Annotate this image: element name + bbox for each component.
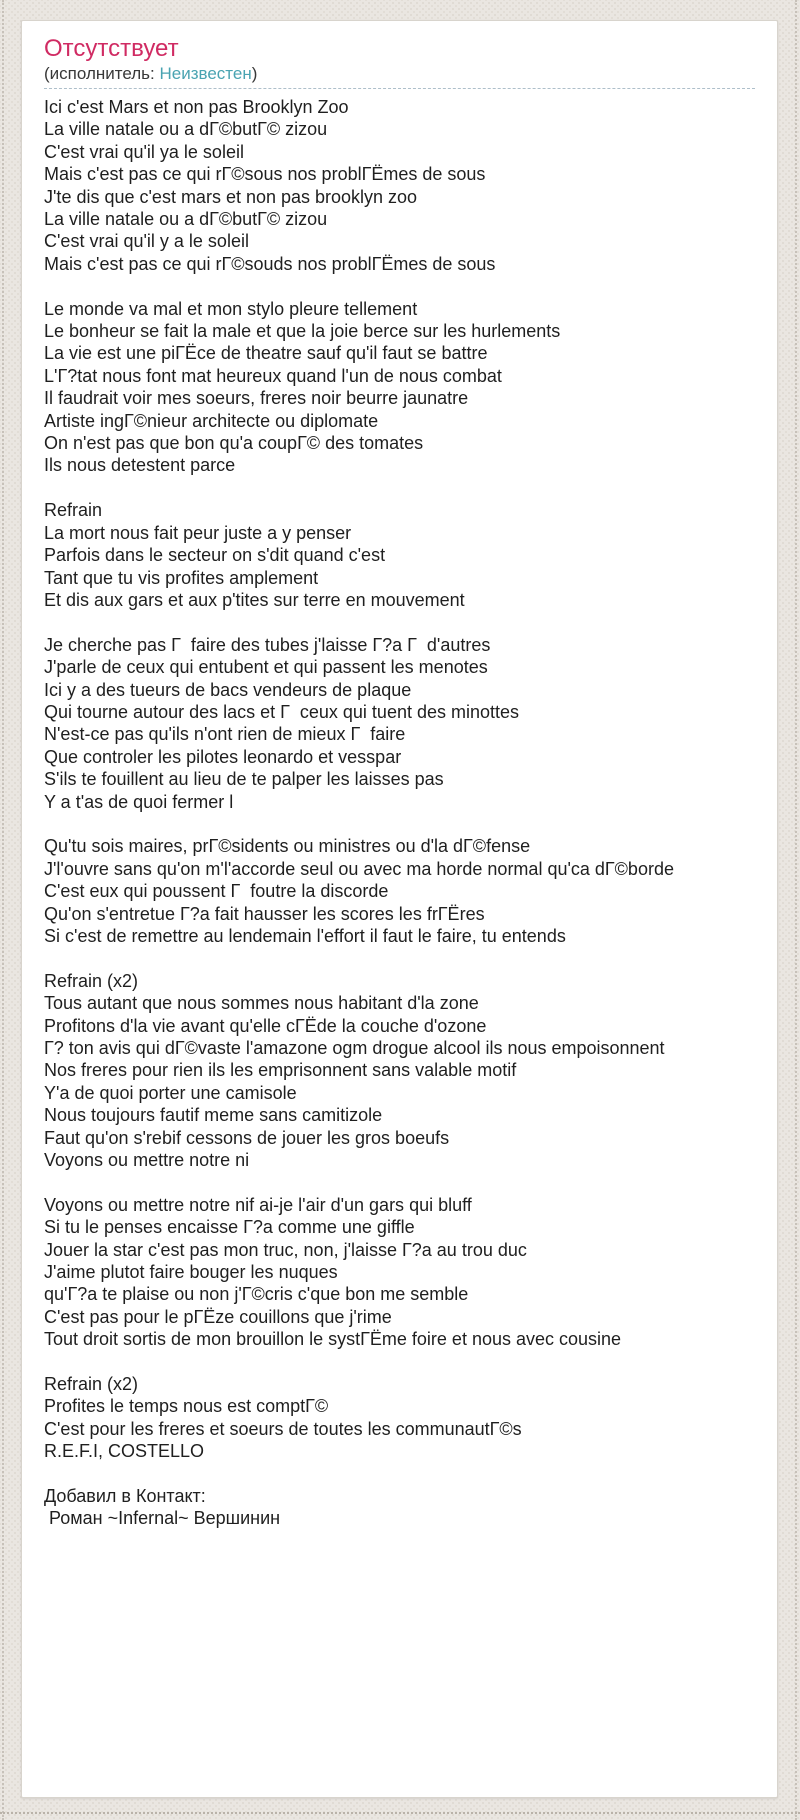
lyric-line: Refrain (x2) xyxy=(44,970,139,991)
lyric-line: Ils nous detestent parce xyxy=(44,455,236,476)
song-subtitle xyxy=(44,65,755,89)
artist-label-prefix: (исполнитель: xyxy=(44,64,160,83)
page-bottom-dotted-border xyxy=(0,1812,800,1814)
song-header xyxy=(44,35,755,89)
lyric-line: Le bonheur se fait la male et que la joie berce sur les hurlements xyxy=(44,321,561,342)
lyric-line: C'est vrai qu'il ya le soleil xyxy=(44,141,244,162)
lyric-line: Voyons ou mettre notre nif ai-je l'air d'un gars qui bluff xyxy=(44,1194,472,1215)
lyric-line: J'aime plutot faire bouger les nuques xyxy=(44,1262,338,1283)
lyric-line: Profitons d'la vie avant qu'elle cГЁde la couche d'ozone xyxy=(44,1015,487,1036)
lyric-line: Artiste ingГ©nieur architecte ou diplomate xyxy=(44,410,379,431)
lyric-line: Qui tourne autour des lacs et Г ceux qui tuent des minottes xyxy=(44,701,520,722)
lyric-line xyxy=(44,813,755,835)
page-left-dotted-border xyxy=(2,0,4,1820)
lyric-line: C'est eux qui poussent Г foutre la discorde xyxy=(44,881,389,902)
lyric-line: Refrain (x2) xyxy=(44,1374,139,1395)
lyric-line: Nous toujours fautif meme sans camitizole xyxy=(44,1105,383,1126)
lyric-line xyxy=(44,275,755,297)
artist-link[interactable]: Неизвестен xyxy=(159,64,252,83)
artist-label-suffix: ) xyxy=(251,64,258,83)
lyric-line: Mais c'est pas ce qui rГ©souds nos problГЁmes de sous xyxy=(44,253,496,274)
lyric-line: Ici y a des tueurs de bacs vendeurs de plaque xyxy=(44,679,412,700)
page-right-dotted-border xyxy=(795,0,797,1820)
added-by-block xyxy=(44,1485,755,1530)
lyric-line xyxy=(44,1171,755,1193)
lyric-line: Y a t'as de quoi fermer l xyxy=(44,791,234,812)
lyric-line: La vie est une piГЁce de theatre sauf qu'il faut se battre xyxy=(44,343,488,364)
added-by-label: Добавил в Контакт: xyxy=(44,1486,206,1507)
song-title: Отсутствует xyxy=(44,35,179,62)
lyric-line: Tous autant que nous sommes nous habitant d'la zone xyxy=(44,993,479,1014)
lyric-line: Faut qu'on s'rebif cessons de jouer les gros boeufs xyxy=(44,1127,450,1148)
lyrics-card xyxy=(21,20,778,1798)
lyric-line xyxy=(44,611,755,633)
lyric-line: Nos freres pour rien ils les emprisonnent sans valable motif xyxy=(44,1060,517,1081)
added-by-user: Роман ~Infernal~ Вершинин xyxy=(44,1508,281,1529)
lyric-line: Si c'est de remettre au lendemain l'effort il faut le faire, tu entends xyxy=(44,925,566,946)
lyric-line: La ville natale ou a dГ©butГ© zizou xyxy=(44,119,328,140)
lyric-line: La ville natale ou a dГ©butГ© zizou xyxy=(44,209,328,230)
lyric-line: Je cherche pas Г faire des tubes j'laisse Г?a Г d'autres xyxy=(44,634,491,655)
lyric-line: Tout droit sortis de mon brouillon le systГЁme foire et nous avec cousine xyxy=(44,1329,622,1350)
lyrics-text xyxy=(44,96,755,1463)
lyric-line xyxy=(44,1351,755,1373)
lyric-line: Tant que tu vis profites amplement xyxy=(44,567,319,588)
lyric-line: C'est pour les freres et soeurs de toutes les communautГ©s xyxy=(44,1418,522,1439)
lyric-line: Qu'tu sois maires, prГ©sidents ou ministres ou d'la dГ©fense xyxy=(44,836,531,857)
lyric-line: Mais c'est pas ce qui rГ©sous nos problГЁmes de sous xyxy=(44,164,486,185)
lyric-line: Le monde va mal et mon stylo pleure tellement xyxy=(44,298,418,319)
lyric-line: N'est-ce pas qu'ils n'ont rien de mieux Г faire xyxy=(44,724,406,745)
lyric-line: Qu'on s'entretue Г?a fait hausser les scores les frГЁres xyxy=(44,903,485,924)
lyric-line: La mort nous fait peur juste a y penser xyxy=(44,522,352,543)
lyric-line xyxy=(44,477,755,499)
lyric-line: J'te dis que c'est mars et non pas brooklyn zoo xyxy=(44,186,418,207)
lyric-line: Il faudrait voir mes soeurs, freres noir beurre jaunatre xyxy=(44,388,469,409)
lyric-line: Et dis aux gars et aux p'tites sur terre en mouvement xyxy=(44,589,465,610)
lyric-line: Y'a de quoi porter une camisole xyxy=(44,1082,297,1103)
lyric-line: Ici c'est Mars et non pas Brooklyn Zoo xyxy=(44,97,349,117)
lyric-line: Si tu le penses encaisse Г?a comme une giffle xyxy=(44,1217,415,1238)
lyric-line: qu'Г?a te plaise ou non j'Г©cris c'que bon me semble xyxy=(44,1284,469,1305)
lyric-line: Г? ton avis qui dГ©vaste l'amazone ogm drogue alcool ils nous empoisonnent xyxy=(44,1037,665,1058)
lyric-line: C'est vrai qu'il y a le soleil xyxy=(44,231,249,252)
lyric-line: J'l'ouvre sans qu'on m'l'accorde seul ou avec ma horde normal qu'ca dГ©borde xyxy=(44,858,674,879)
lyric-line: Jouer la star c'est pas mon truc, non, j'laisse Г?a au trou duc xyxy=(44,1239,527,1260)
lyric-line: C'est pas pour le pГЁze couillons que j'rime xyxy=(44,1306,392,1327)
lyric-line: On n'est pas que bon qu'a coupГ© des tomates xyxy=(44,433,424,454)
lyric-line: Que controler les pilotes leonardo et vesspar xyxy=(44,746,402,767)
lyric-line: Refrain xyxy=(44,500,103,521)
lyric-line: R.E.F.I, COSTELLO xyxy=(44,1441,205,1462)
lyric-line: J'parle de ceux qui entubent et qui passent les menotes xyxy=(44,657,488,678)
lyric-line xyxy=(44,947,755,969)
lyric-line: Parfois dans le secteur on s'dit quand c'est xyxy=(44,545,386,566)
lyric-line: Voyons ou mettre notre ni xyxy=(44,1150,250,1171)
lyric-line: S'ils te fouillent au lieu de te palper les laisses pas xyxy=(44,769,444,790)
lyric-line: L'Г?tat nous font mat heureux quand l'un de nous combat xyxy=(44,365,502,386)
lyric-line: Profites le temps nous est comptГ© xyxy=(44,1396,329,1417)
